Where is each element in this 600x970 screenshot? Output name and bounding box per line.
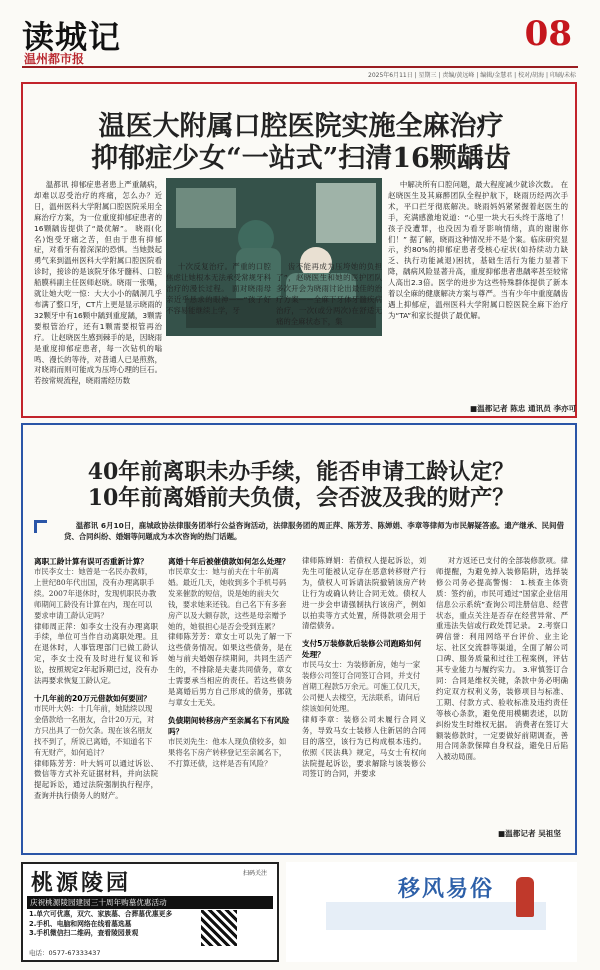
custom-ad xyxy=(286,862,577,962)
section-title: 读城记 xyxy=(22,18,122,56)
answer: 律师陈芳芳：叶大妈可以通过诉讼、微信等方式补充证据材料，并向法院提起诉讼，通过法院强制执行程序，查询并执行债务人的财产。 xyxy=(34,758,158,801)
answer: 律师李章：装修公司未履行合同义务，导致马女士装修人住新居的合同目的落空，该行为已构成根本违约。依照《民法典》规定，马女士有权向法院提起诉讼，要求解除与该装修公司签订的合同，并要求 xyxy=(302,714,426,779)
article1-col1: 温都讯 抑郁症患者患上严重龋病，却难以忍受治疗的疼痛，怎么办？近日，温州医科大学附属口腔医院采用全麻治疗方案，为一位重度抑郁症患者的16颗龋齿提供了“最优解”。 晓雨(化名)饱受牙痛之苦，但由于患有抑郁症，对看牙有着深深的恐惧。当她鼓起勇气来到温州医科大学附属口腔医院看诊时，接诊的是该院牙体牙髓科、口腔船膜科副主任医师赵晓。晓雨一张嘴，就让她大吃一惊：大大小小的龋洞几乎布满了整口牙，CT片上更是显示晓雨的32颗牙中有16颗中龋到重度龋，3颗需要根管治疗，还有1颗需要根管再治疗。 让赵晓医生感到棘手的是，因晓雨是重度抑郁症患者，每一次钻机的嗡鸣、漫长的等待，对普通人已是煎熬，对晓雨而则可能成为压垮心理的巨石。若按常规流程，晓雨需经历数 xyxy=(34,180,162,386)
article1-col3: 齿不能再成为压垮她的负担了”，赵晓医生和她的医护团队多次开会为晓雨讨论出最佳的治疗方案——全麻下牙体牙髓疾病治疗，一次(或分两次)在舒适无痛的全麻状态下，集 xyxy=(276,262,382,326)
answer: 律师周正萍：如李女士没有办理离职手续，单位可当作自动离职处理。且在退休时，人事管理部门已做工龄认定，李女士没有及时进行复议和诉讼，按照规定2年起诉期已过，没有办法再要求恢复工龄认定。 xyxy=(34,621,158,686)
article2-col3 xyxy=(302,556,426,851)
article1-byline: ■温都记者 陈忠 通讯员 李亦可 xyxy=(470,404,577,413)
date-line: 2025年6月11日 | 星期三 | 责编/黄远峰 | 编辑/金慧君 | 校对/胡海 | 印刷/未标 xyxy=(368,72,576,79)
headline-1-line2: 抑郁症少女“一站式”扫清16颗龋齿 xyxy=(91,143,511,174)
masthead-rule xyxy=(22,66,578,68)
section-title: 离婚十年后被催债款如何怎么处理？ xyxy=(168,557,290,566)
section-title: 十几年前的20万元借款如何要回？ xyxy=(34,693,151,703)
ad-slogan: 移风易俗 xyxy=(398,876,495,902)
newspaper-name: 温州都市报 xyxy=(24,52,85,66)
cemetery-ad xyxy=(21,862,279,962)
headline-2-line1: 40年前离职未办手续，能否申请工龄认定？ xyxy=(87,459,515,485)
article2-byline: ■温都记者 吴祖坚 xyxy=(498,829,561,838)
headline-1-line1: 温医大附属口腔医院实施全麻治疗 xyxy=(98,111,504,142)
answer: 律师陈芳芳：章女士可以先了解一下这些债务情况。如果这些债务，是在她与前夫婚姻存续期间，共同生活产生的，不排除是夫妻共同债务，章女士需要承当相应的责任。若这些债务是离婚后男方自己形成的债务，那就与章女士无关。 xyxy=(168,632,292,707)
question: 市民马女士：为装修新房，她与一家装修公司签订合同签订合同，并支付首期工程款5万余元。可施工仅几天，公司便人去楼空，无法联系，请问后续该如何处理。 xyxy=(302,660,425,713)
section-title: 离职工龄计算有误可否重新计算？ xyxy=(34,557,148,566)
question: 市民章女士：她与前夫在十年前离婚。最近几天，她收到多个手机号码发来催款的短信，说是她的前夫欠钱，要求她来还钱。自己名下有多套房产以及大额存款，这些是母亲赠予她的，她很担心是否会受到连累？ xyxy=(168,567,287,631)
headline-2-line2: 10年前离婚前夫负债，会否波及我的财产？ xyxy=(87,485,515,511)
question: 市民叶大妈：十几年前，她陆续以现金借款给一名朋友，合计20万元，对方只出具了一份欠条。现在该名朋友找不到了，所说已离婚，不知道名下有无财产，如何追讨？ xyxy=(34,703,155,757)
question: 市民刘先生：他本人现负债较多，如果将名下房产转移登记至亲属名下，不打算还债，这样是否有风险？ xyxy=(168,736,287,768)
ad-banner: 庆祝桃源陵园建园三十周年购墓优惠活动 xyxy=(27,896,273,909)
intro-bracket xyxy=(34,520,47,533)
question: 市民李女士：她曾是一名民办教师，上世纪80年代出国，没有办理离职手续。2007年退休时，发现机职民办教师期间工龄没有计算在内，现在可以要求申请工龄认定吗？ xyxy=(34,567,157,620)
ad-brand: 桃源陵园 xyxy=(31,870,132,896)
section-title: 支付5万装修款后装修公司跑路如何处理？ xyxy=(302,639,422,660)
ad-water-band xyxy=(326,902,546,930)
article2-col4: 对方返还已支付的全部装修款项。律师提醒，为避免掉入装修陷阱，选择装修公司务必提高警惕： 1.核查主体资质：签约前，市民可通过“国家企业信用信息公示系统”查询公司注册信息、经营状态，重点关注是否存在经营异常、严重违法失信或行政处罚记录。 2.考察口碑信誉：利用网络平台评价、业主论坛、社区交流群等渠道，全面了解公司口碑、服务质量和过往工程案例，评估其专业能力与履约实力。 3.审慎签订合同：合同是维权关键，条款中务必明确约定双方权利义务，装修项目与标准、工期、付款方式、验收标准及违约责任等核心条款，避免使用模糊表述，以防纠纷发生时维权无据。 消费者在签订大额装修款时，一定要做好前期调查，善用合同条款保障自身权益，避免日后陷入被动局面。 xyxy=(436,556,568,762)
page-number: 08 xyxy=(524,14,572,54)
qr-code-icon xyxy=(201,910,237,946)
article2-intro: 温都讯 6月10日，鹿城政协法律服务团举行公益咨询活动，法律服务团的周正萍、陈芳芳、陈婵娟、李章等律师为市民解疑答惑。遗产继承、民间借贷、合同纠纷、婚姻等问题成为本次咨询的热门话题。 xyxy=(64,521,564,541)
answer: 律师陈婵娟：若债权人提起诉讼，刘先生可能被认定存在恶意转移财产行为，债权人可诉请法院撤销该房产转让行为或确认转让合同无效。债权人进一步会申请强制执行该房产，例如以拍卖等方式处置，所得款项会用于清偿债务。 xyxy=(302,556,426,631)
section-title: 负债期间转移房产至亲属名下有风险吗？ xyxy=(168,715,290,736)
qr-caption: 扫码关注 xyxy=(243,870,268,877)
article1-col2: 十次反复治疗。严重的口腔焦虑让她根本无法承受常规牙科治疗的漫长过程。 面对晓雨母亲近乎恳求的眼神——“孩子好不容易能继续上学，牙 xyxy=(166,262,271,315)
ad-hotline: 电话：0577-67333437 xyxy=(29,949,101,957)
article2-col1 xyxy=(34,556,158,851)
ad-items: 1.单穴可优惠，双穴、家族墓、合葬墓优惠更多 2.手机、电脑和网络在线看墓选墓 3.手机微信扫二维码，查看陵园景观 xyxy=(29,910,173,937)
article1-col4: 中解决所有口腔问题，最大程度减少就诊次数。 在赵晓医生及其麻醉团队全程护航下，晓雨历经两次手术，平口拦牙彻底解决。晓雨妈妈紧紧握着赵医生的手，充满感激地说道：“心里一块大石头终于落地了！孩子没遭罪，也没因为看牙影响情绪，真的谢谢你们！” 据了解，晓雨这种情况并不是个案。临床研究显示，约80%的抑郁症患者受核心症状(如持续动力缺乏、执行功能减退)困扰，基础生活行为能力显著下降，龋病风险显著升高，重度抑郁患者患龋率甚至较常人高出2.3倍。医学的进步为这些特殊群体提供了新本着以全麻的健康解决方案与尊严。当有少年中重度龋齿遇上抑郁症，温州医科大学附属口腔医院全麻下治疗为“TA”和家长提供了最优解。 xyxy=(388,180,568,320)
person-figure-icon xyxy=(516,877,534,917)
article2-col2 xyxy=(168,556,292,851)
